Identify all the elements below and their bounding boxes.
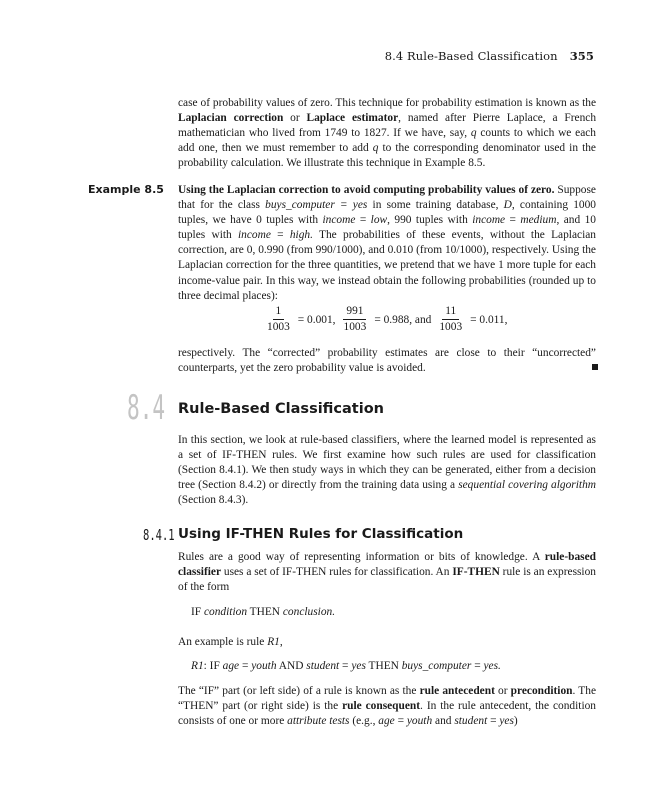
text: counts to which we each add one, then we must remember to add: [178, 127, 597, 155]
text: THEN: [247, 606, 283, 618]
text: =: [339, 660, 352, 672]
math: age: [222, 660, 240, 672]
text: =: [487, 715, 500, 728]
equation-result: = 0.011,: [470, 313, 508, 326]
term-rule-antecedent: rule antecedent: [419, 685, 495, 697]
text: Suppose that for the class: [178, 184, 596, 212]
text: =: [355, 214, 371, 227]
math: buys_computer = yes: [265, 199, 368, 212]
math: low: [370, 214, 388, 227]
math: student: [306, 660, 340, 672]
math: medium: [520, 214, 557, 227]
text: THEN: [365, 660, 402, 672]
var-q: q: [470, 127, 477, 140]
term-sequential-covering: sequential covering algorithm: [458, 479, 596, 492]
page-number: 355: [569, 49, 594, 63]
text: (Section 8.4.3).: [178, 494, 249, 507]
text: , named after Pierre Laplace, a French mathematician who lived from 1749 to 1827. If we have, say,: [178, 112, 597, 140]
var-q: q: [372, 142, 379, 155]
numerator: 1: [273, 305, 285, 320]
math: high.: [289, 229, 313, 242]
text: (e.g.,: [349, 715, 379, 728]
fraction: [264, 305, 293, 334]
example-body: [178, 183, 596, 304]
text: in some training database,: [367, 199, 504, 212]
rule-r1: [191, 660, 501, 672]
math: buys_computer: [401, 660, 472, 672]
math: D: [503, 199, 512, 212]
end-of-example-marker: [592, 364, 598, 370]
term-attribute-tests: attribute tests: [287, 715, 350, 728]
denominator: 1003: [343, 321, 367, 333]
example-conclusion: respectively. The “corrected” probability estimates are close to their “uncorrected” counterparts, yet the zero probability value is avoided.: [178, 347, 596, 375]
section-intro: [178, 433, 596, 508]
text: IF: [191, 606, 204, 618]
text: The “IF” part (or left side) of a rule is known as the: [178, 685, 420, 697]
subsection-title: Using IF-THEN Rules for Classification: [178, 526, 464, 542]
antecedent-paragraph: [178, 684, 596, 729]
math: income: [238, 229, 271, 242]
math: income: [322, 214, 356, 227]
rule-form: [191, 606, 335, 618]
numerator: 11: [442, 305, 459, 320]
text: ): [513, 715, 518, 728]
term-if-then: IF-THEN: [452, 566, 500, 579]
equation-result: = 0.988, and: [374, 313, 432, 326]
header-section: 8.4 Rule-Based Classification: [384, 49, 558, 63]
math: student: [454, 715, 488, 728]
text: and: [432, 715, 455, 728]
equation-result: = 0.001,: [297, 313, 336, 326]
text: case of probability values of zero. This technique for probability estimation is known as the: [178, 97, 596, 109]
text: : IF: [203, 660, 223, 672]
math: R1: [191, 660, 204, 672]
text: , 990 tuples with: [387, 214, 473, 227]
example-title: Using the Laplacian correction to avoid computing probability values of zero.: [178, 184, 555, 196]
term-rule-based-classifier: rule-based classifier: [178, 551, 596, 579]
text: =: [505, 214, 521, 227]
text: Rules are a good way of representing information or bits of knowledge. A: [178, 551, 545, 563]
text: ,: [279, 636, 283, 648]
section-title: Rule-Based Classification: [178, 401, 384, 417]
rule-example-intro: [178, 635, 596, 650]
text: rule is an expression of the form: [178, 566, 596, 594]
subsection-intro: [178, 550, 596, 595]
term-precondition: precondition: [510, 685, 573, 697]
term-laplace-estimator: Laplace estimator: [306, 112, 399, 125]
term-laplacian-correction: Laplacian correction: [178, 112, 284, 125]
numerator: 991: [343, 305, 366, 320]
math: conclusion.: [282, 606, 336, 618]
math: condition: [203, 606, 248, 618]
math: age: [378, 715, 395, 728]
math: youth: [251, 660, 277, 672]
math: R1: [267, 636, 280, 648]
example-label: Example 8.5: [88, 183, 164, 196]
fraction: [436, 305, 465, 334]
text: =: [270, 229, 290, 242]
subsection-number: 8.4.1: [143, 526, 175, 544]
text: =: [471, 660, 484, 672]
text: to the corresponding denominator used in the probability calculation. We illustrate this technique in Example 8.5.: [178, 142, 596, 170]
math: income: [472, 214, 506, 227]
section-number: 8.4: [127, 388, 166, 428]
text: . The “THEN” part (or right side) is the: [178, 685, 597, 713]
text: An example is rule: [178, 636, 268, 648]
text: , containing 1000 tuples, we have 0 tuples with: [178, 199, 596, 227]
math: yes.: [483, 660, 501, 672]
math: youth: [406, 715, 433, 728]
fraction: [341, 305, 370, 334]
math: yes: [351, 660, 366, 672]
denominator: 1003: [267, 321, 290, 333]
text: AND: [276, 660, 307, 672]
running-header: [385, 49, 594, 63]
text: uses a set of IF-THEN rules for classification. An: [221, 566, 453, 579]
term-rule-consequent: rule consequent: [342, 700, 421, 713]
text: =: [239, 660, 252, 672]
probability-equations: [262, 305, 510, 334]
denominator: 1003: [439, 321, 463, 333]
text: or: [283, 112, 307, 125]
math: yes: [499, 715, 514, 728]
text: or: [494, 685, 511, 697]
text: The probabilities of these events, without the Laplacian correction, are 0, 0.990 (from 990/1000), and 0.010 (from 10/1000), respectively. Using the Laplacian correction for the three quantities, we pretend that we have 1 more tuple for each income-value pair. In this way, we instead obtain the following probabilities (rounded up to three decimal places):: [178, 229, 596, 302]
text: . In the rule antecedent, the condition consists of one or more: [178, 700, 597, 728]
text: , and 10 tuples with: [178, 214, 596, 242]
text: =: [394, 715, 407, 728]
paragraph-laplace: [178, 96, 596, 171]
text: In this section, we look at rule-based classifiers, where the learned model is represented as a set of IF-THEN rules. We first examine how such rules are used for classification (Section 8.4.1). We then study ways in which they can be generated, either from a decision tree (Section 8.4.2) or directly from the training data using a: [178, 434, 596, 492]
